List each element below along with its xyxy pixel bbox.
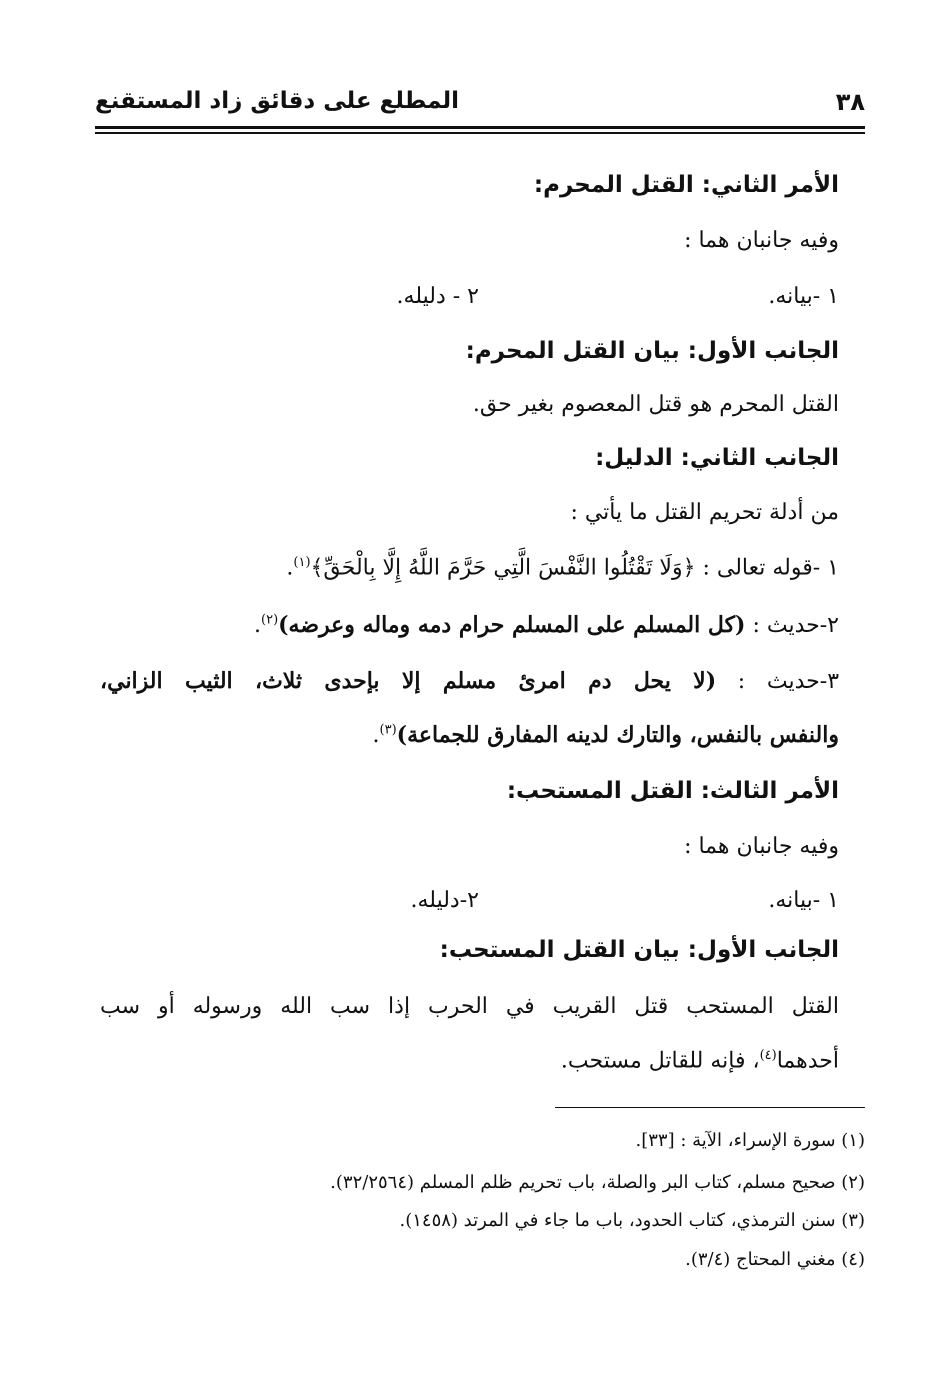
punctuation: . xyxy=(254,613,261,638)
item-pair-2 xyxy=(100,888,839,914)
hadith-quote-2: (كل المسلم على المسلم حرام دمه وماله وعرضه) xyxy=(278,612,746,638)
hadith-quote-3a: (لا يحل دم امرئ مسلم إلا بإحدى ثلاث، الثيب الزاني، xyxy=(100,668,717,694)
section-heading-amr-thalith: الأمر الثالث: القتل المستحب: xyxy=(506,778,839,804)
footnote-2: (٢) صحيح مسلم، كتاب البر والصلة، باب تحريم ظلم المسلم (٣٢/٢٥٦٤). xyxy=(330,1172,865,1193)
page-number: ٣٨ xyxy=(835,88,865,116)
item-dalil-1: ٢ - دليله. xyxy=(396,284,479,309)
paragraph-mustahab-line1: القتل المستحب قتل القريب في الحرب إذا سب الله ورسوله أو سب xyxy=(100,994,839,1019)
book-title: المطلع على دقائق زاد المستقنع xyxy=(95,88,460,114)
evidence-3-prefix: ٣-حديث : xyxy=(737,669,840,694)
subheading-janib-awwal-1: الجانب الأول: بيان القتل المحرم: xyxy=(465,338,839,364)
paragraph-wafih-1: وفيه جانبان هما : xyxy=(684,228,839,253)
punctuation: . xyxy=(372,723,380,748)
header-rule-thin xyxy=(95,132,865,134)
punctuation: . xyxy=(286,555,294,581)
header-rule-thick xyxy=(95,126,865,129)
item-bayanuh-2: ١ -بيانه. xyxy=(768,888,839,913)
evidence-2-prefix: ٢-حديث : xyxy=(752,613,839,638)
paragraph-adilla-intro: من أدلة تحريم القتل ما يأتي : xyxy=(570,500,839,525)
footnote-ref-1: (١) xyxy=(293,555,311,570)
section-heading-amr-thani: الأمر الثاني: القتل المحرم: xyxy=(533,172,839,198)
paragraph-mustahab-line2 xyxy=(100,1048,839,1075)
mustahab-text-b: ، فإنه للقاتل مستحب. xyxy=(560,1048,760,1074)
hadith-quote-3b: والنفس بالنفس، والتارك لدينه المفارق للجماعة) xyxy=(396,722,839,748)
footnote-ref-2: (٢) xyxy=(261,612,279,628)
item-bayanuh-1: ١ -بيانه. xyxy=(768,284,839,309)
evidence-item-2 xyxy=(100,612,839,639)
subheading-janib-thani: الجانب الثاني: الدليل: xyxy=(595,445,839,471)
footnote-4: (٤) مغني المحتاج (٣/٤). xyxy=(685,1249,865,1270)
footnote-ref-4: (٤) xyxy=(759,1048,777,1063)
evidence-item-1 xyxy=(100,555,839,582)
item-dalil-2: ٢-دليله. xyxy=(410,888,479,913)
quran-verse-quote: ١ -قوله تعالى : ﴿وَلَا تَقْتُلُوا النَّفْسَ الَّتِي حَرَّمَ اللَّهُ إِلَّا بِالْحَقِّ﴾ xyxy=(310,555,839,581)
evidence-item-3-line2 xyxy=(100,722,839,749)
footnote-1: (١) سورة الإسراء، الآية : [٣٣]. xyxy=(635,1130,865,1151)
paragraph-definition-muharram: القتل المحرم هو قتل المعصوم بغير حق. xyxy=(472,392,839,417)
footnote-ref-3: (٣) xyxy=(379,722,397,738)
subheading-janib-awwal-2: الجانب الأول: بيان القتل المستحب: xyxy=(439,937,839,963)
footnote-3: (٣) سنن الترمذي، كتاب الحدود، باب ما جاء في المرتد (١٤٥٨). xyxy=(399,1210,865,1231)
item-pair-1 xyxy=(100,284,839,310)
mustahab-text-a: أحدهما xyxy=(776,1048,839,1074)
footnote-separator xyxy=(555,1107,865,1108)
evidence-item-3-line1 xyxy=(100,668,839,695)
paragraph-wafih-2: وفيه جانبان هما : xyxy=(684,834,839,859)
